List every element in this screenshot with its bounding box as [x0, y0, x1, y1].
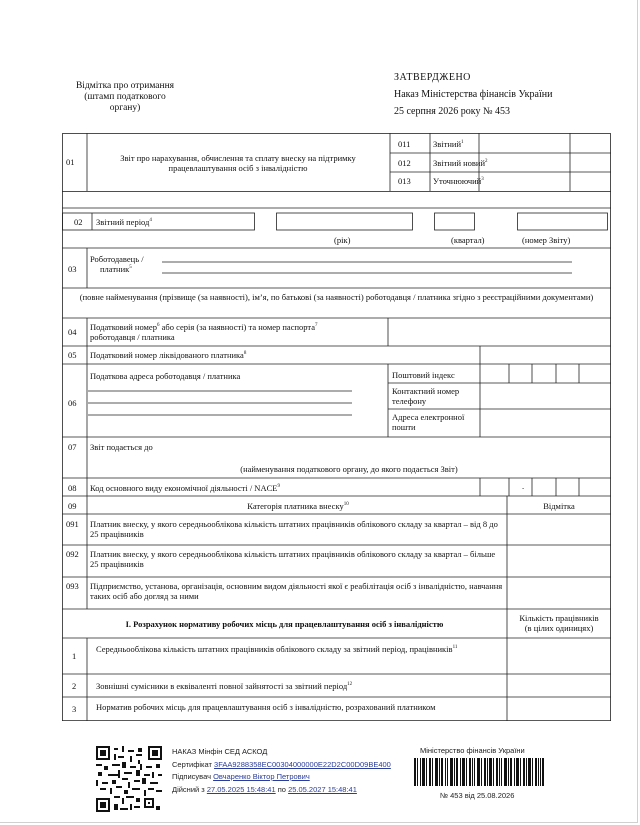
- employer-name-caption: (повне найменування (прізвище (за наявності), ім’я, по батькові (за наявності) роботодавця / платника згідно з реєстраційними документами): [79, 292, 594, 302]
- calc-row-3-number: 3: [72, 704, 77, 714]
- tax-authority-caption: (найменування податкового органу, до якого подається Звіт): [240, 464, 458, 474]
- code-011: 011: [398, 139, 411, 149]
- option-reporting: Звітний$^1$: [433, 139, 464, 149]
- category-092-mark[interactable]: [508, 546, 610, 576]
- row-code-06: 06: [68, 398, 77, 408]
- barcode: [414, 758, 544, 786]
- calc-row-1-value[interactable]: [508, 639, 610, 673]
- option-clarifying: Уточнюючий$^3$: [433, 176, 484, 186]
- employer-label: Роботодавець /: [90, 254, 144, 264]
- ministry-label: Міністерство фінансів України: [420, 746, 525, 755]
- calc-row-2-value[interactable]: [508, 675, 610, 696]
- qr-code: [96, 746, 162, 812]
- option-new-reporting: Звітний новий$^2$: [433, 158, 488, 168]
- quarter-field[interactable]: [435, 214, 474, 229]
- approval-block: [394, 69, 634, 120]
- signature-details: [172, 746, 391, 796]
- signer-line: Підписувач Овчаренко Віктор Петрович: [172, 772, 310, 781]
- calc-row-2-text: Зовнішні сумісники в еквіваленті повної зайнятості за звітний період$^{12}$: [96, 681, 353, 691]
- email-label: Адреса електронної пошти: [392, 412, 465, 432]
- employer-label-2: платник$^5$: [100, 264, 132, 274]
- tax-number-label: Податковий номер$^6$ або серія (за наявності) та номер паспорта$^7$: [90, 322, 318, 332]
- tax-address-label: Податкова адреса роботодавця / платника: [90, 371, 241, 381]
- row-code-08: 08: [68, 483, 77, 493]
- code-013: 013: [398, 176, 411, 186]
- postal-code-label: Поштовий індекс: [392, 370, 455, 380]
- report-form: [62, 133, 611, 721]
- row-code-03: 03: [68, 264, 77, 274]
- mark-header: Відмітка: [543, 501, 575, 511]
- signature-footer: [0, 740, 640, 825]
- category-093-text: Підприємство, установа, організація, основним видом діяльності якої є реабілітація осіб з інвалідністю, навчання таких осіб або догляд за ними: [90, 581, 503, 601]
- row-code-093: 093: [66, 581, 79, 591]
- checkbox-clarifying[interactable]: [480, 173, 569, 190]
- validity-line: Дійсний з 27.05.2025 15:48:41 по 25.05.2027 15:48:41: [172, 784, 357, 794]
- checkbox-reporting[interactable]: [480, 134, 569, 152]
- tax-office-stamp-note: Відмітка про отримання (штамп податкового органу): [75, 81, 175, 113]
- row-code-091: 091: [66, 519, 79, 529]
- category-093-mark[interactable]: [508, 578, 610, 608]
- row-code-09: 09: [68, 501, 77, 511]
- submitted-to-label: Звіт подається до: [90, 442, 153, 452]
- year-caption: (рік): [334, 235, 351, 245]
- calc-row-1-number: 1: [72, 651, 77, 661]
- nace-label: Код основного виду економічної діяльності / NACE$^9$: [90, 483, 280, 493]
- quarter-caption: (квартал): [451, 235, 485, 245]
- code-012: 012: [398, 158, 411, 168]
- tax-number-label-2: роботодавця / платника: [90, 332, 175, 342]
- row-code-02: 02: [74, 217, 83, 227]
- phone-field[interactable]: [481, 384, 610, 408]
- tax-number-field[interactable]: [389, 319, 610, 345]
- calculation-section-title: I. Розрахунок нормативу робочих місць для працевлаштування осіб з інвалідністю: [125, 619, 444, 629]
- document-number: № 453 від 25.08.2026: [440, 791, 515, 800]
- row-code-01: 01: [66, 157, 75, 167]
- certificate-line: Сертифікат 3FAA9288358EC00304000000E22D2C00D09BE400: [172, 759, 391, 769]
- report-title: Звіт про нарахування, обчислення та сплату внеску на підтримку працевлаштування осіб з інвалідністю: [120, 153, 356, 173]
- row-code-07: 07: [68, 442, 77, 452]
- calc-row-3-text: Норматив робочих місць для працевлаштування осіб з інвалідністю, розрахований платником: [96, 702, 436, 712]
- reporting-period-label: Звітний період$^4$: [96, 217, 152, 227]
- year-field[interactable]: [277, 214, 412, 229]
- liquidated-payer-field[interactable]: [481, 347, 610, 363]
- liquidated-payer-label: Податковий номер ліквідованого платника$^8$: [90, 350, 247, 360]
- email-field[interactable]: [481, 410, 610, 436]
- employer-name-field[interactable]: [162, 250, 572, 274]
- employee-count-unit: (в цілих одиницях): [524, 623, 594, 633]
- employee-count-header: Кількість працівників: [519, 613, 599, 623]
- category-091-mark[interactable]: [508, 515, 610, 544]
- category-091-text: Платник внеску, у якого середньооблікова кількість штатних працівників облікового складу за квартал – від 8 до 25 працівників: [90, 519, 498, 539]
- reporting-period-field[interactable]: [192, 214, 252, 229]
- tax-authority-field[interactable]: [88, 451, 610, 462]
- row-code-04: 04: [68, 327, 77, 337]
- calc-row-2-number: 2: [72, 681, 77, 691]
- calc-row-3-value[interactable]: [508, 698, 610, 720]
- tax-address-field[interactable]: [88, 383, 386, 435]
- row-code-05: 05: [68, 350, 77, 360]
- calc-row-1-text: Середньооблікова кількість штатних працівників облікового складу за звітний період, працівників$^{11}$: [96, 644, 458, 654]
- approved-title: ЗАТВЕРДЖЕНО: [394, 72, 471, 83]
- postal-code-field[interactable]: [481, 365, 610, 382]
- signature-order-label: НАКАЗ Мінфін СЕД АСКОД: [172, 747, 268, 756]
- approval-date: 25 серпня 2026 року № 453: [394, 106, 511, 117]
- phone-label: Контактний номер телефону: [392, 386, 460, 406]
- nace-separator: .: [522, 481, 525, 491]
- report-number-caption: (номер Звіту): [522, 235, 571, 245]
- category-092-text: Платник внеску, у якого середньооблікова кількість штатних працівників облікового складу за квартал – більше 25 працівників: [90, 549, 496, 569]
- approval-order: Наказ Міністерства фінансів України: [394, 89, 553, 100]
- row-code-092: 092: [66, 549, 79, 559]
- checkbox-new-reporting[interactable]: [480, 154, 569, 171]
- nace-code-field[interactable]: [481, 479, 610, 495]
- report-number-field[interactable]: [518, 214, 607, 229]
- payer-category-header: Категорія платника внеску$^{10}$: [247, 501, 349, 511]
